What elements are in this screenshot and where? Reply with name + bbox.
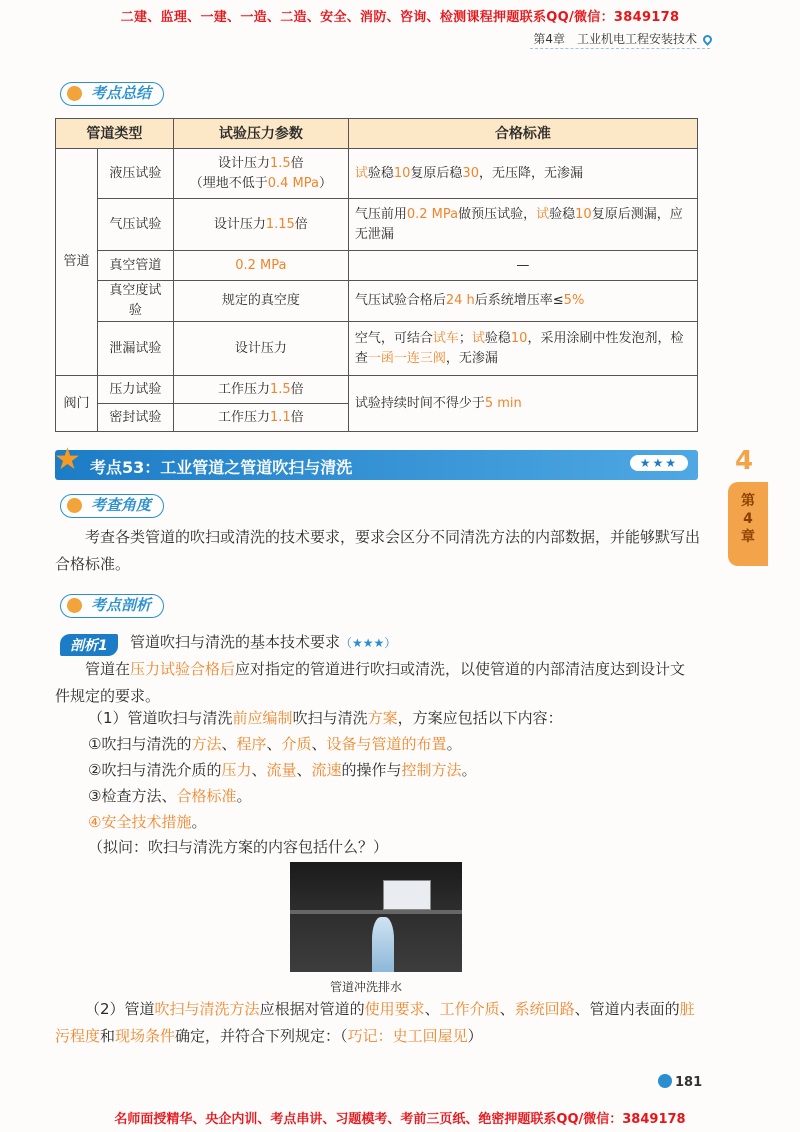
- list-item: （拟问：吹扫与清洗方案的内容包括什么？）: [88, 838, 389, 856]
- table-row: [56, 199, 698, 251]
- param-cell: 设计压力1.5倍 （埋地不低于0.4 MPa）: [173, 149, 348, 199]
- page-number: 181: [658, 1074, 702, 1090]
- standard-cell: 空气，可结合试车；试验稳10，采用涂刷中性发泡剂，检查一函一连三阀，无渗漏: [348, 322, 697, 376]
- location-pin-icon: [701, 33, 714, 46]
- param-cell: 工作压力1.1倍: [173, 404, 348, 432]
- type-cell: 真空管道: [98, 251, 174, 281]
- play-icon: [658, 1074, 672, 1088]
- pin-icon: [67, 498, 82, 513]
- chapter-title: 第4章 工业机电工程安装技术: [533, 32, 697, 46]
- table-row: [56, 322, 698, 376]
- type-cell: 气压试验: [98, 199, 174, 251]
- intro-paragraph: 考查各类管道的吹扫或清洗的技术要求，要求会区分不同清洗方法的内部数据，并能够默写出合格标准。: [55, 528, 701, 573]
- chapter-side-tab[interactable]: 第 4 章: [728, 482, 768, 566]
- star-icon: ★: [54, 442, 81, 477]
- standard-cell: —: [348, 251, 697, 281]
- table-row: [56, 149, 698, 199]
- photo-sign: [383, 880, 431, 910]
- standard-cell: 试验持续时间不得少于5 min: [348, 376, 697, 432]
- analysis-badge: 考点剖析: [60, 594, 164, 618]
- angle-badge: 考查角度: [60, 494, 164, 518]
- chapter-number-deco: 4: [735, 446, 754, 476]
- pipe-flushing-photo: [290, 862, 462, 972]
- photo-water-jet: [372, 917, 394, 972]
- table-header-cell: 管道类型: [56, 119, 174, 149]
- table-header-row: [56, 119, 698, 149]
- main-paragraph: 管道在压力试验合格后应对指定的管道进行吹扫或清洗，以使管道的内部清洁度达到设计文件规定的要求。: [55, 660, 686, 705]
- list-item: ③检查方法、合格标准。: [88, 787, 252, 805]
- summary-table: [55, 118, 698, 432]
- type-cell: 真空度试验: [98, 281, 174, 322]
- top-banner: 二建、监理、一建、一造、二造、安全、消防、咨询、检测课程押题联系QQ/微信：3849178: [120, 10, 680, 25]
- standard-cell: 气压试验合格后24 h后系统增压率≤5%: [348, 281, 697, 322]
- list-item: （1）管道吹扫与清洗前应编制吹扫与清洗方案，方案应包括以下内容：: [88, 709, 563, 727]
- type-cell: 压力试验: [98, 376, 174, 404]
- list-item: ①吹扫与清洗的方法、程序、介质、设备与管道的布置。: [88, 735, 462, 753]
- photo-fence: [290, 910, 462, 914]
- analysis-title: 管道吹扫与清洗的基本技术要求（★★★）: [130, 633, 397, 651]
- table-row: [56, 376, 698, 404]
- table-header-cell: 试验压力参数: [173, 119, 348, 149]
- photo-caption: 管道冲洗排水: [330, 980, 403, 994]
- table-row: [56, 251, 698, 281]
- table-header-cell: 合格标准: [348, 119, 697, 149]
- standard-cell: 试验稳10复原后稳30，无压降，无渗漏: [348, 149, 697, 199]
- lock-icon: [67, 598, 82, 613]
- chapter-header: [533, 30, 712, 47]
- list-item: ②吹扫与清洗介质的压力、流量、流速的操作与控制方法。: [88, 761, 477, 779]
- group-cell: 管道: [56, 149, 98, 376]
- type-cell: 液压试验: [98, 149, 174, 199]
- type-cell: 泄漏试验: [98, 322, 174, 376]
- group-cell: 阀门: [56, 376, 98, 432]
- bulb-icon: [67, 86, 82, 101]
- param-cell: 设计压力: [173, 322, 348, 376]
- param-cell: 规定的真空度: [173, 281, 348, 322]
- header-divider: [530, 48, 710, 49]
- bottom-banner: 名师面授精华、央企内训、考点串讲、习题模考、考前三页纸、绝密押题联系QQ/微信：3849178: [114, 1112, 686, 1127]
- rule2-paragraph: （2）管道吹扫与清洗方法应根据对管道的使用要求、工作介质、系统回路、管道内表面的脏污程度和现场条件确定，并符合下列规定：（巧记：史工回屋见）: [55, 1000, 695, 1045]
- kaodian-title: 考点53：工业管道之管道吹扫与清洗: [90, 458, 353, 477]
- type-cell: 密封试验: [98, 404, 174, 432]
- table-row: [56, 281, 698, 322]
- kaodian-rating: ★★★: [630, 455, 688, 471]
- summary-badge: 考点总结: [60, 82, 164, 106]
- list-item: ④安全技术措施。: [88, 813, 207, 831]
- param-cell: 工作压力1.5倍: [173, 376, 348, 404]
- analysis-label: 剖析1: [60, 634, 118, 656]
- param-cell: 0.2 MPa: [173, 251, 348, 281]
- standard-cell: 气压前用0.2 MPa做预压试验，试验稳10复原后测漏，应无泄漏: [348, 199, 697, 251]
- param-cell: 设计压力1.15倍: [173, 199, 348, 251]
